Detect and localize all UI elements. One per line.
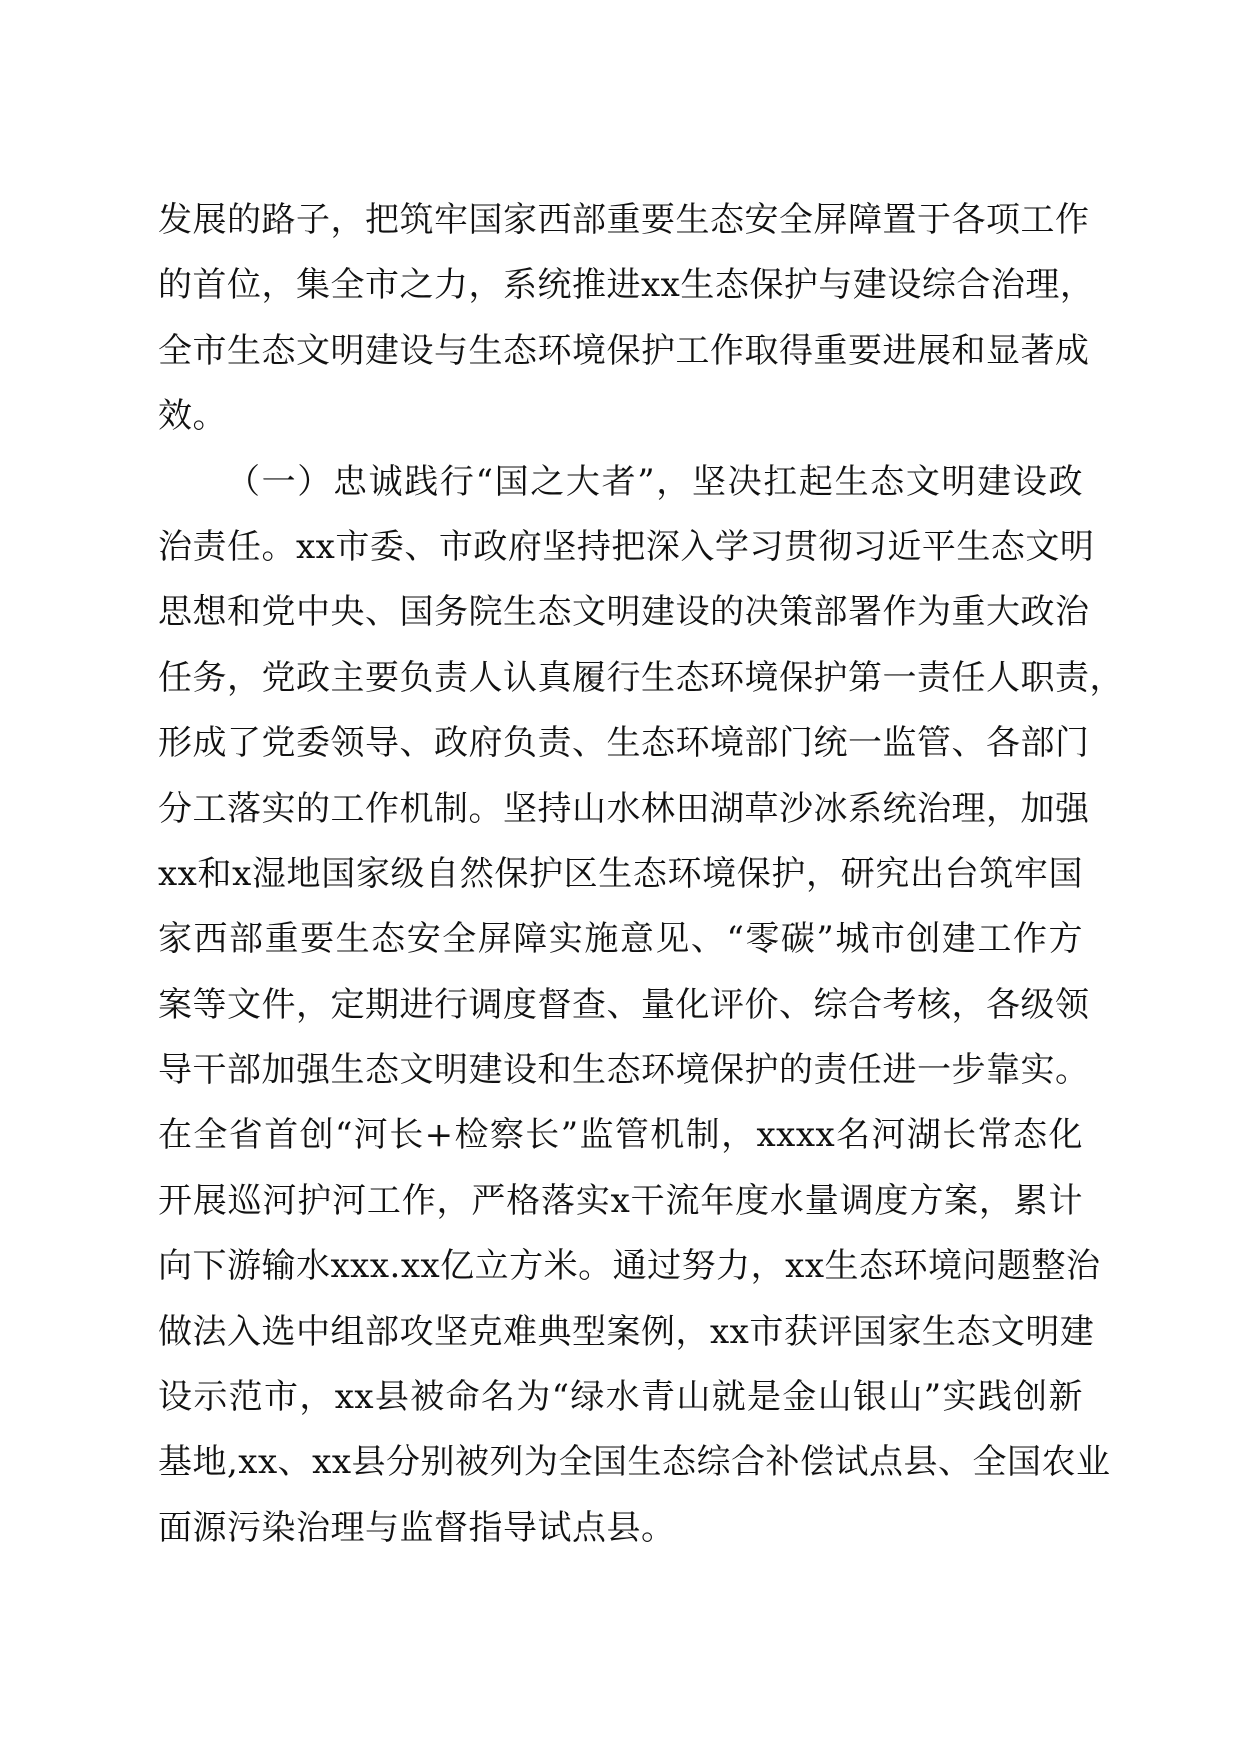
text-line: xx和x湿地国家级自然保护区生态环境保护，研究出台筑牢国 bbox=[158, 853, 1083, 894]
paragraph-intro bbox=[158, 188, 1095, 450]
text-line: 做法入选中组部攻坚克难典型案例，xx市获评国家生态文明建 bbox=[158, 1311, 1095, 1352]
text-line: 向下游输水xxx.xx亿立方米。通过努力，xx生态环境问题整治 bbox=[158, 1246, 1101, 1287]
text-line: 导干部加强生态文明建设和生态环境保护的责任进一步靠实。 bbox=[158, 1050, 1090, 1091]
text-line: 在全省首创“河长+检察长”监管机制，xxxx名河湖长常态化 bbox=[158, 1115, 1083, 1156]
document-body bbox=[158, 188, 1124, 1561]
section-heading-line: （一）忠诚践行“国之大者”，坚决扛起生态文明建设政 bbox=[226, 461, 1083, 502]
text-line: 分工落实的工作机制。坚持山水林田湖草沙冰系统治理，加强 bbox=[158, 788, 1090, 829]
text-line: 的首位，集全市之力，系统推进xx生态保护与建设综合治理， bbox=[158, 265, 1095, 306]
text-line: 开展巡河护河工作，严格落实x干流年度水量调度方案，累计 bbox=[158, 1180, 1083, 1221]
text-line: 案等文件，定期进行调度督查、量化评价、综合考核，各级领 bbox=[158, 984, 1090, 1025]
text-line: 任务，党政主要负责人认真履行生态环境保护第一责任人职责， bbox=[158, 657, 1124, 698]
text-line: 设示范市，xx县被命名为“绿水青山就是金山银山”实践创新 bbox=[158, 1377, 1083, 1418]
text-line: 基地,xx、xx县分别被列为全国生态综合补偿试点县、全国农业 bbox=[158, 1442, 1111, 1483]
paragraph-section-1 bbox=[158, 450, 1124, 1562]
text-line: 治责任。xx市委、市政府坚持把深入学习贯彻习近平生态文明 bbox=[158, 526, 1095, 567]
text-line: 发展的路子，把筑牢国家西部重要生态安全屏障置于各项工作 bbox=[158, 200, 1090, 240]
text-line: 形成了党委领导、政府负责、生态环境部门统一监管、各部门 bbox=[158, 723, 1090, 764]
text-line: 全市生态文明建设与生态环境保护工作取得重要进展和显著成 bbox=[158, 330, 1090, 371]
text-line: 家西部重要生态安全屏障实施意见、“零碳”城市创建工作方 bbox=[158, 919, 1083, 960]
text-line: 思想和党中央、国务院生态文明建设的决策部署作为重大政治 bbox=[158, 592, 1090, 633]
text-line: 面源污染治理与监督指导试点县。 bbox=[158, 1507, 676, 1548]
text-line: 效。 bbox=[158, 396, 227, 437]
